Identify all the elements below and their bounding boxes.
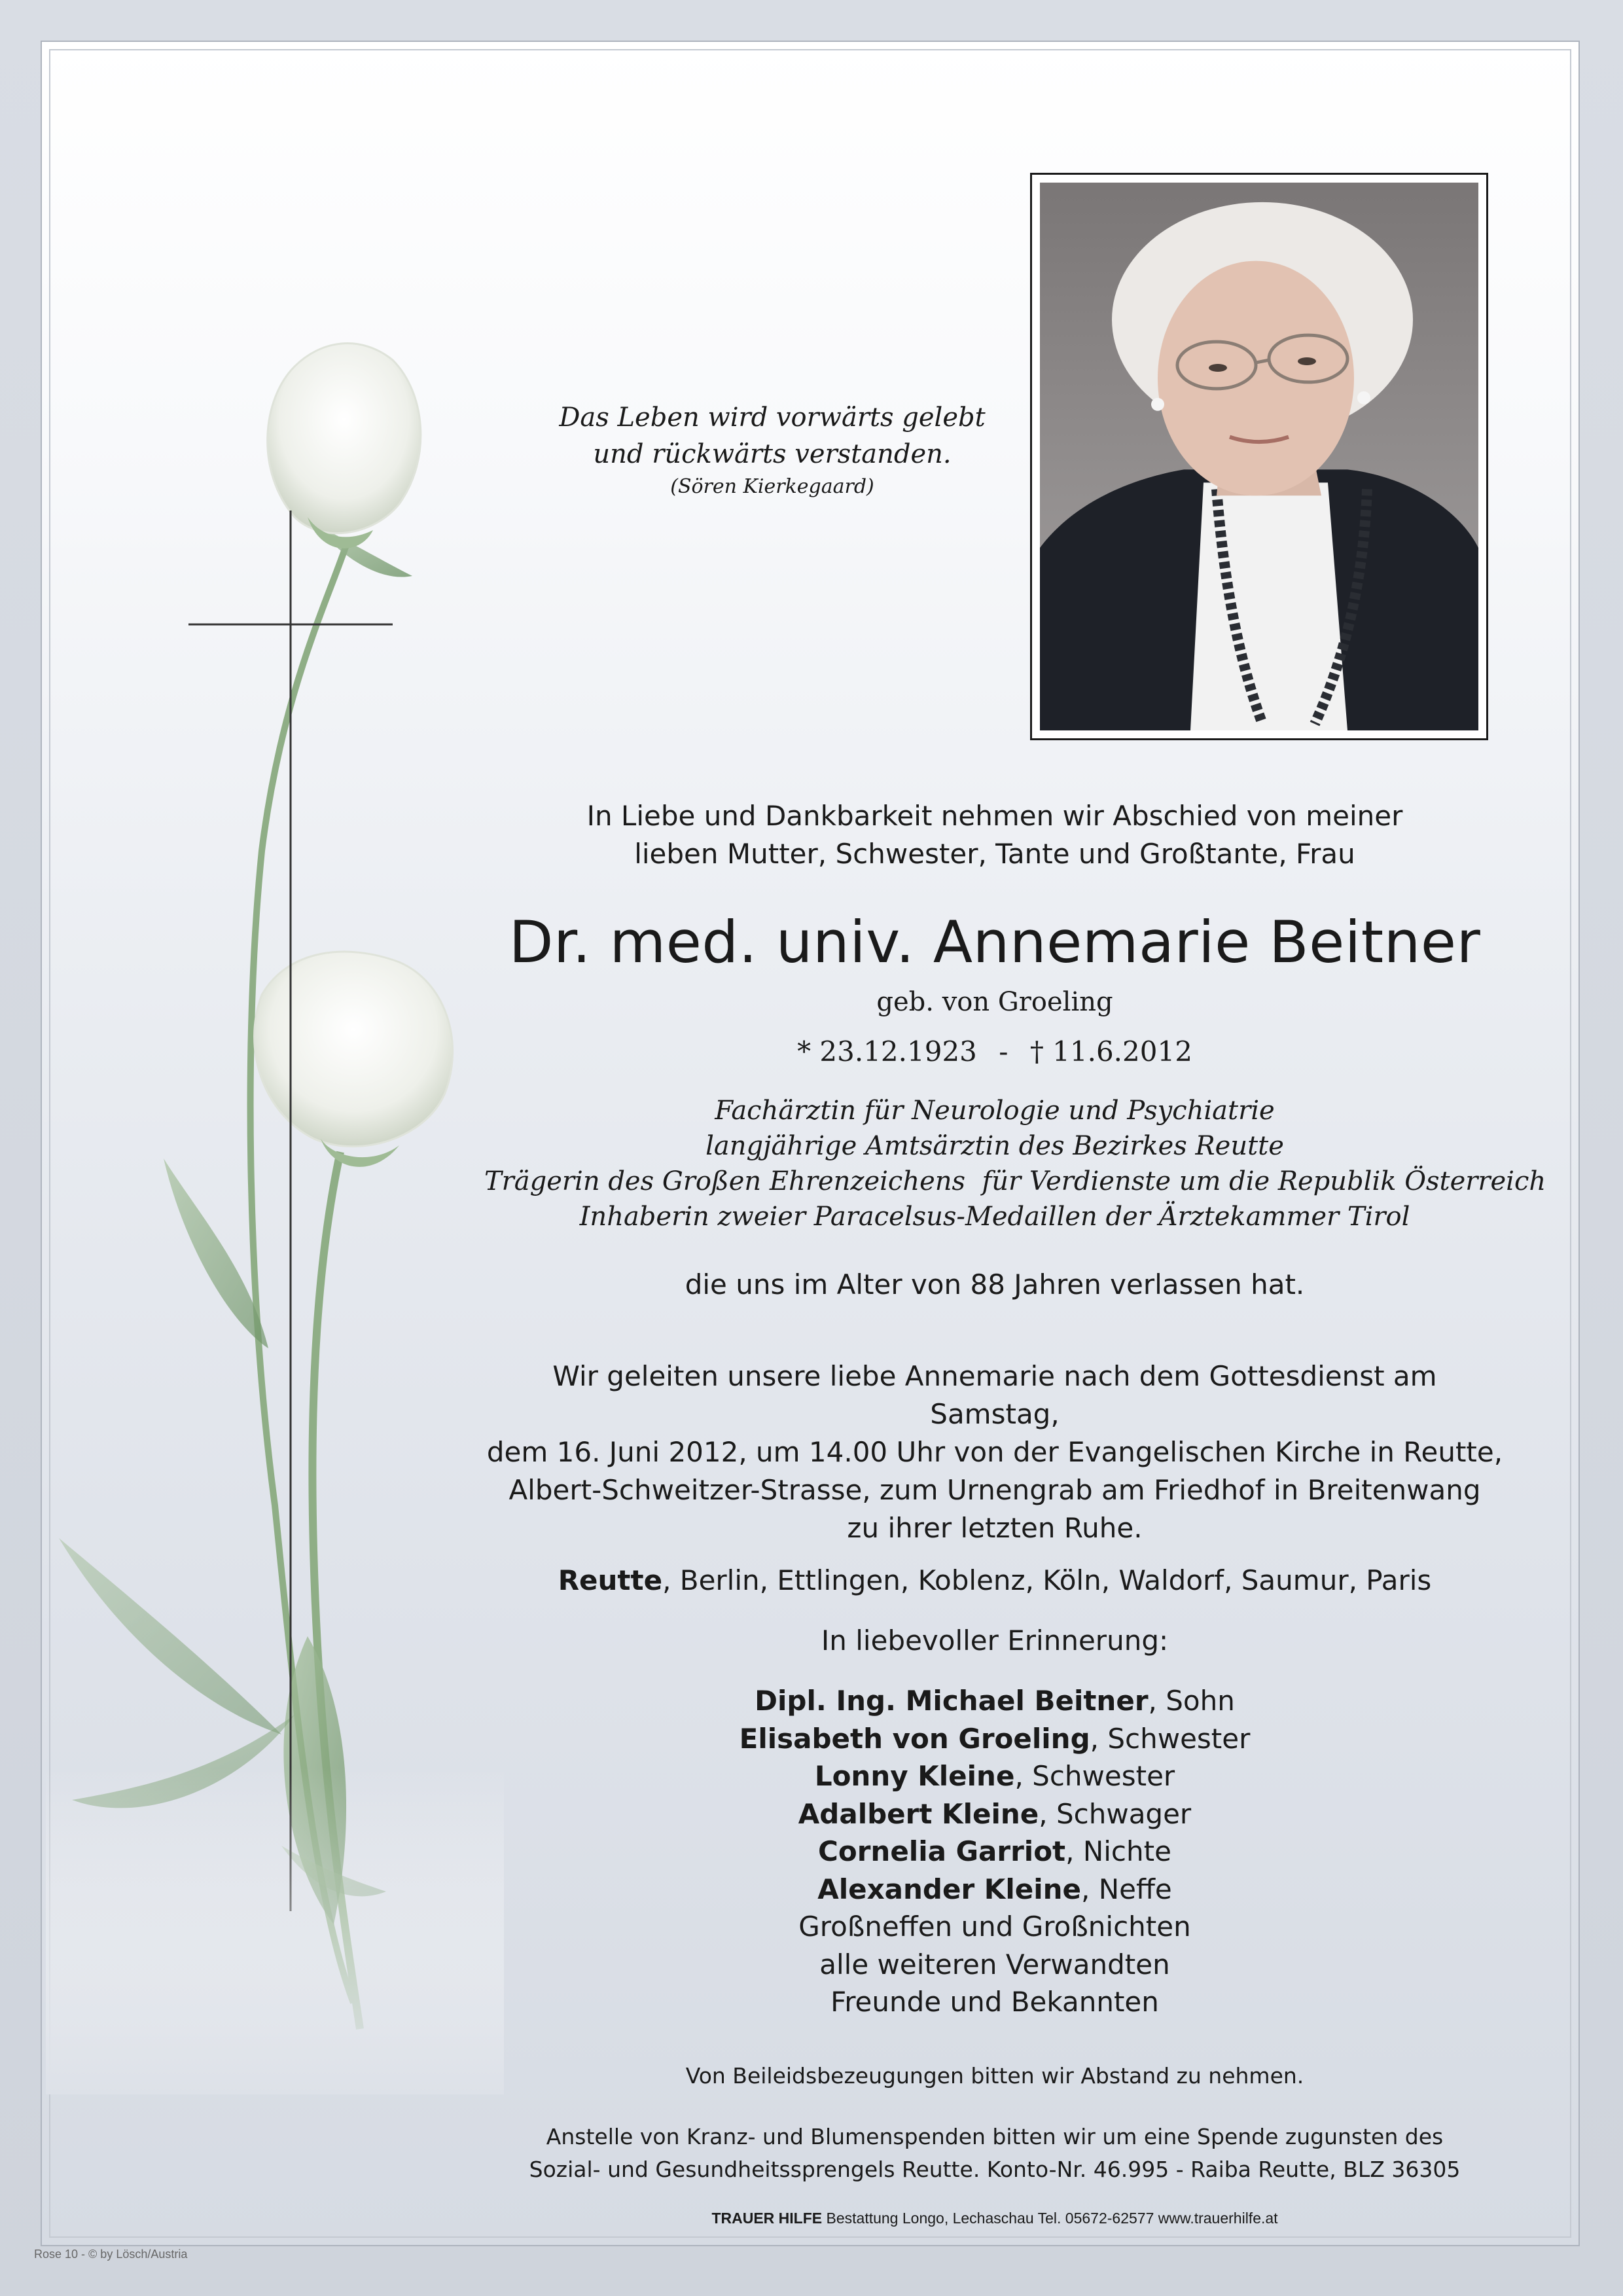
service-info bbox=[484, 1357, 1505, 1547]
service-line: zu ihrer letzten Ruhe. bbox=[847, 1512, 1143, 1544]
intro-text bbox=[484, 797, 1505, 873]
cities bbox=[484, 1564, 1505, 1596]
title-line: Inhaberin zweier Paracelsus-Medaillen der Ärztekammer Tirol bbox=[579, 1202, 1410, 1232]
condolence-note: Von Beileidsbezeugungen bitten wir Abstand zu nehmen. bbox=[685, 2063, 1304, 2089]
funeral-home-brand: TRAUER HILFE bbox=[711, 2210, 823, 2227]
city-main: Reutte bbox=[558, 1564, 663, 1596]
deceased-name: Dr. med. univ. Annemarie Beitner bbox=[508, 908, 1481, 976]
mourners-list bbox=[484, 1682, 1505, 2021]
mourner-relation: , Neffe bbox=[1081, 1873, 1172, 1905]
service-line: Wir geleiten unsere liebe Annemarie nach dem Gottesdienst am Samstag, bbox=[552, 1360, 1437, 1430]
service-line: dem 16. Juni 2012, um 14.00 Uhr von der Evangelischen Kirche in Reutte, bbox=[486, 1436, 1503, 1468]
copyright-note: Rose 10 - © by Lösch/Austria bbox=[34, 2248, 188, 2261]
intro-line-2: lieben Mutter, Schwester, Tante und Großtante, Frau bbox=[634, 838, 1355, 870]
mourner-row bbox=[484, 1833, 1505, 1871]
mourner-row bbox=[484, 1757, 1505, 1795]
funeral-home-details: Bestattung Longo, Lechaschau Tel. 05672-62577 www.trauerhilfe.at bbox=[822, 2210, 1278, 2227]
remembrance-heading: In liebevoller Erinnerung: bbox=[821, 1624, 1169, 1657]
donation-line-1: Anstelle von Kranz- und Blumenspenden bitten wir um eine Spende zugunsten des bbox=[546, 2124, 1444, 2149]
intro-line-1: In Liebe und Dankbarkeit nehmen wir Abschied von meiner bbox=[586, 800, 1403, 832]
mourner-name: Cornelia Garriot bbox=[818, 1835, 1066, 1867]
mourner-row bbox=[484, 1795, 1505, 1833]
other-mourners: alle weiteren Verwandten bbox=[819, 1948, 1170, 1981]
mourner-relation: , Nichte bbox=[1065, 1835, 1171, 1867]
donation-line-2: Sozial- und Gesundheitssprengels Reutte. Konto-Nr. 46.995 - Raiba Reutte, BLZ 36305 bbox=[529, 2157, 1461, 2182]
title-line: langjährige Amtsärztin des Bezirkes Reutte bbox=[705, 1131, 1284, 1161]
mourner-name: Adalbert Kleine bbox=[798, 1797, 1039, 1830]
donation-note bbox=[484, 2121, 1505, 2186]
mourner-relation: , Schwester bbox=[1090, 1722, 1251, 1755]
date-separator: - bbox=[999, 1035, 1008, 1067]
title-line: Trägerin des Großen Ehrenzeichens für Verdienste um die Republik Österreich bbox=[484, 1166, 1546, 1196]
mourner-name: Elisabeth von Groeling bbox=[739, 1722, 1090, 1755]
mourner-relation: , Sohn bbox=[1148, 1685, 1235, 1717]
mourner-relation: , Schwager bbox=[1039, 1797, 1192, 1830]
funeral-home-footer bbox=[484, 2210, 1505, 2227]
mourner-name: Lonny Kleine bbox=[814, 1760, 1015, 1792]
quote-author: (Sören Kierkegaard) bbox=[670, 475, 874, 498]
quote-line-1: Das Leben wird vorwärts gelebt bbox=[559, 403, 986, 433]
mourner-relation: , Schwester bbox=[1014, 1760, 1175, 1792]
portrait-photo bbox=[1040, 183, 1478, 730]
mourner-name: Dipl. Ing. Michael Beitner bbox=[755, 1685, 1149, 1717]
mourner-row bbox=[484, 1871, 1505, 1909]
life-dates bbox=[484, 1035, 1505, 1067]
mourner-row bbox=[484, 1682, 1505, 1720]
birth-date: * 23.12.1923 bbox=[797, 1035, 977, 1067]
other-mourners: Großneffen und Großnichten bbox=[798, 1910, 1191, 1943]
other-mourners: Freunde und Bekannten bbox=[830, 1986, 1159, 2018]
portrait-photo-frame bbox=[1030, 173, 1488, 740]
mourner-name: Alexander Kleine bbox=[817, 1873, 1082, 1905]
professional-titles bbox=[484, 1093, 1546, 1234]
mourner-row bbox=[484, 1720, 1505, 1758]
white-rose-cross-illustration bbox=[46, 327, 504, 2094]
born-name: geb. von Groeling bbox=[876, 987, 1113, 1017]
title-line: Fachärztin für Neurologie und Psychiatrie bbox=[715, 1096, 1275, 1126]
quote bbox=[510, 399, 1034, 498]
death-date: † 11.6.2012 bbox=[1029, 1035, 1192, 1067]
quote-line-2: und rückwärts verstanden. bbox=[593, 439, 952, 469]
service-line: Albert-Schweitzer-Strasse, zum Urnengrab am Friedhof in Breitenwang bbox=[508, 1474, 1481, 1506]
age-text: die uns im Alter von 88 Jahren verlassen hat. bbox=[685, 1268, 1305, 1300]
city-others: , Berlin, Ettlingen, Koblenz, Köln, Waldorf, Saumur, Paris bbox=[662, 1564, 1432, 1596]
